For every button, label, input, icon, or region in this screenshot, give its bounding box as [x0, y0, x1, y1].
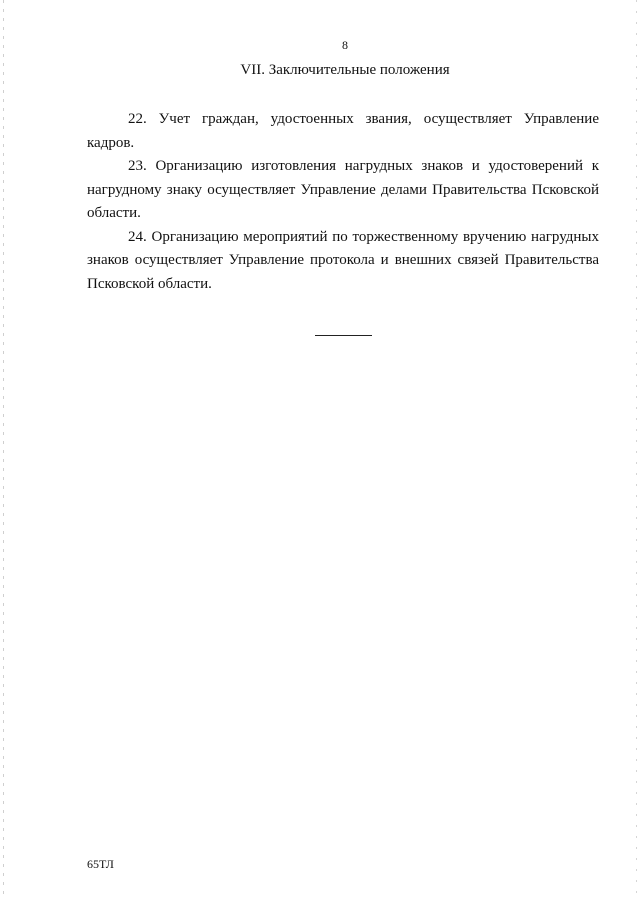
paragraph-24: 24. Организацию мероприятий по торжественному вручению нагрудных знаков осуществляет Управление протокола и внешних связей Правительства Псковской области. [87, 228, 599, 292]
footer-code: 65ТЛ [87, 857, 114, 871]
scan-edge-right [636, 0, 637, 899]
body-text [87, 108, 599, 296]
scan-edge-left [3, 0, 4, 899]
end-divider-line [315, 335, 372, 336]
section-title: VII. Заключительные положения [240, 62, 450, 78]
page-number: 8 [342, 38, 348, 52]
paragraph-22: 22. Учет граждан, удостоенных звания, осуществляет Управление кадров. [87, 111, 599, 151]
paragraph-23: 23. Организацию изготовления нагрудных знаков и удостоверений к нагрудному знаку осуществляет Управление делами Правительства Псковской области. [87, 158, 599, 221]
